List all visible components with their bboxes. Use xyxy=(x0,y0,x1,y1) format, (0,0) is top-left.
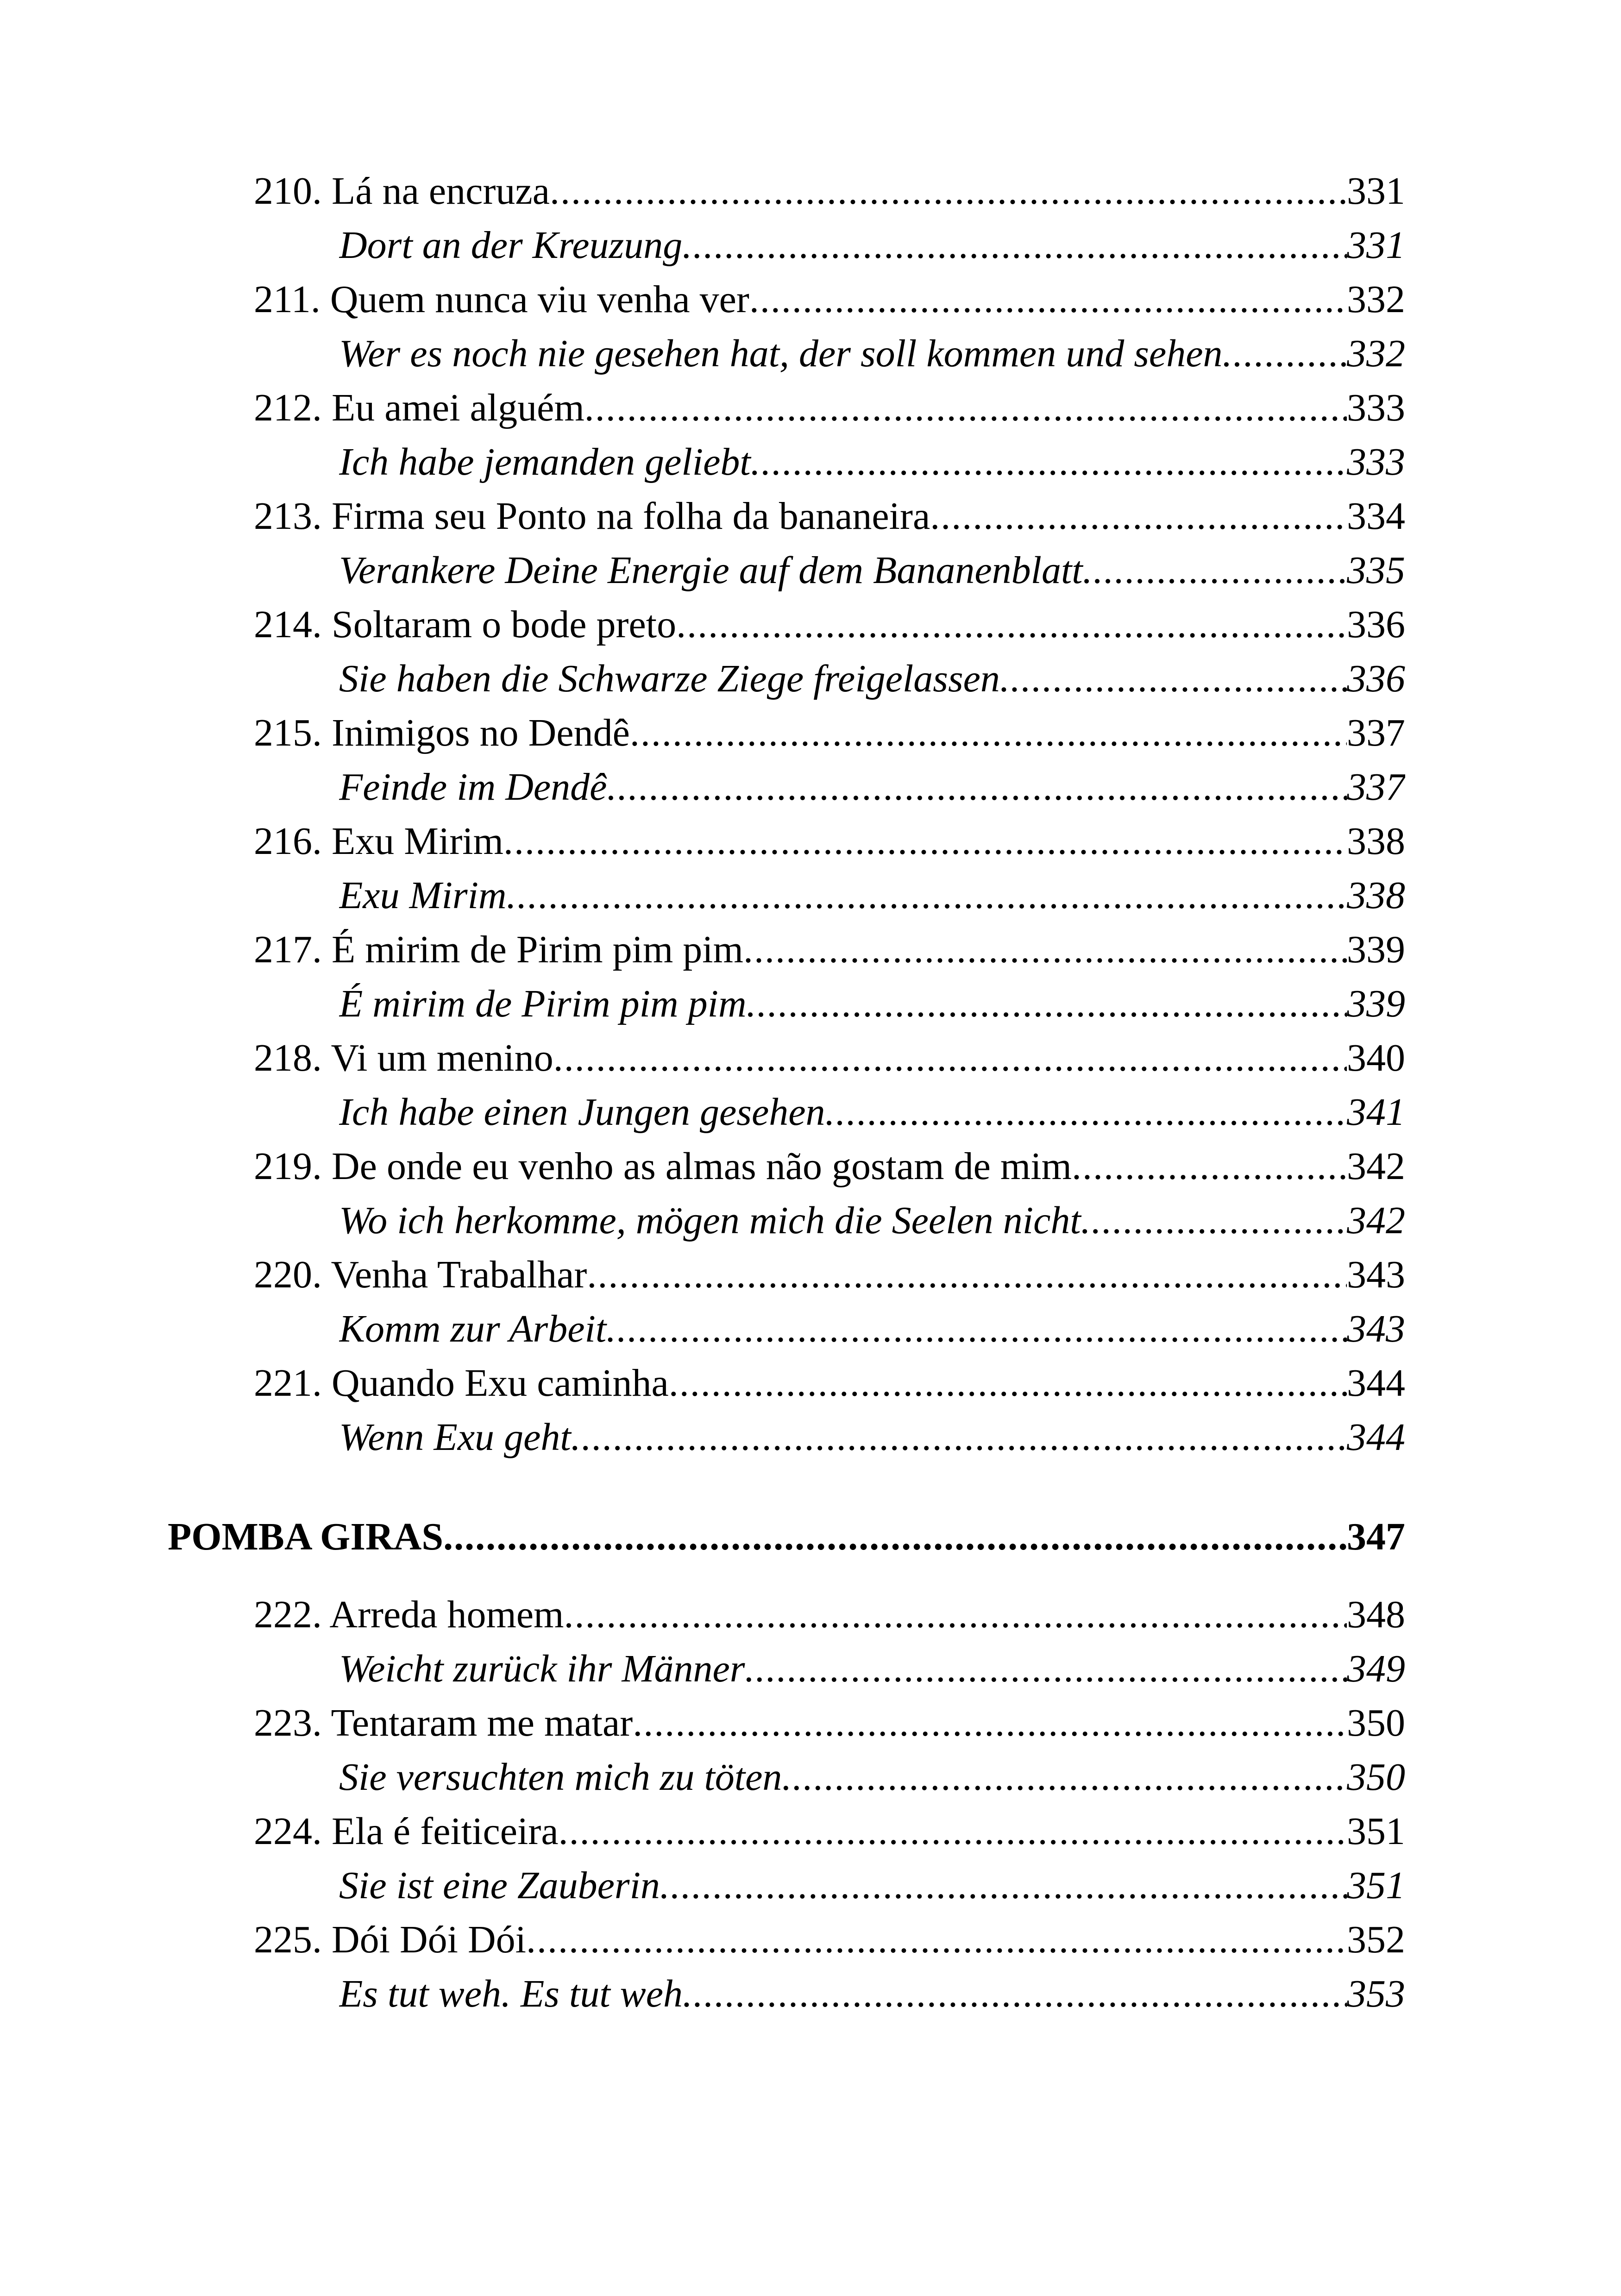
toc-dot-leader xyxy=(747,979,1347,1029)
toc-entry-title: 220. Venha Trabalhar xyxy=(254,1253,587,1296)
toc-section-heading xyxy=(168,1512,1405,1562)
toc-page-number: 343 xyxy=(1347,1307,1405,1350)
toc-dot-leader xyxy=(751,437,1347,488)
toc-dot-leader xyxy=(526,1914,1347,1965)
toc-entry-title: 222. Arreda homem xyxy=(254,1593,564,1636)
toc-dot-leader xyxy=(749,274,1347,325)
toc-translation xyxy=(339,1644,1405,1694)
toc-dot-leader xyxy=(660,1860,1347,1911)
toc-translation-title: Wenn Exu geht xyxy=(339,1416,571,1459)
toc-translation-title: Sie versuchten mich zu töten xyxy=(339,1756,782,1799)
toc-entry xyxy=(254,383,1405,433)
toc-section-title: POMBA GIRAS xyxy=(168,1515,444,1558)
toc-translation xyxy=(339,1969,1405,2020)
toc-dot-leader xyxy=(745,1644,1347,1694)
toc-page-number: 351 xyxy=(1347,1864,1405,1907)
toc-translation-title: Ich habe jemanden geliebt xyxy=(339,440,751,483)
toc-dot-leader xyxy=(930,491,1347,542)
toc-page-number: 342 xyxy=(1347,1145,1405,1188)
toc-entry xyxy=(254,1033,1405,1084)
toc-translation-title: Es tut weh. Es tut weh xyxy=(339,1972,683,2015)
toc-dot-leader xyxy=(633,1698,1347,1749)
toc-page-number: 353 xyxy=(1347,1972,1405,2015)
toc-translation xyxy=(339,1860,1405,1911)
toc-translation xyxy=(339,328,1405,379)
toc-page-number: 334 xyxy=(1347,495,1405,538)
toc-dot-leader xyxy=(507,870,1347,921)
toc-entry xyxy=(254,924,1405,975)
toc-translation xyxy=(339,1304,1405,1355)
toc-translation-title: Weicht zurück ihr Männer xyxy=(339,1647,745,1690)
toc-dot-leader xyxy=(587,1249,1347,1300)
toc-dot-leader xyxy=(1083,545,1347,596)
toc-translation-title: Feinde im Dendê xyxy=(339,765,607,809)
toc-dot-leader xyxy=(682,220,1347,271)
toc-dot-leader xyxy=(564,1589,1347,1640)
toc-page-number: 335 xyxy=(1347,549,1405,592)
toc-entry-title: 221. Quando Exu caminha xyxy=(254,1361,669,1405)
toc-entry-title: 217. É mirim de Pirim pim pim xyxy=(254,928,743,971)
toc-dot-leader xyxy=(683,1969,1347,2020)
toc-dot-leader xyxy=(559,1806,1347,1857)
toc-page-number: 336 xyxy=(1347,603,1405,646)
toc-entry-title: 211. Quem nunca viu venha ver xyxy=(254,278,749,321)
toc-translation xyxy=(339,1195,1405,1246)
toc-translation xyxy=(339,437,1405,488)
toc-entry-title: 218. Vi um menino xyxy=(254,1036,553,1079)
toc-page-number: 348 xyxy=(1347,1593,1405,1636)
toc-entry-title: 210. Lá na encruza xyxy=(254,169,550,213)
toc-page-number: 344 xyxy=(1347,1416,1405,1459)
toc-page-number: 351 xyxy=(1347,1810,1405,1853)
toc-page-number: 333 xyxy=(1347,440,1405,483)
toc-page-number: 332 xyxy=(1347,332,1405,375)
toc-translation-title: Wer es noch nie gesehen hat, der soll kommen und sehen xyxy=(339,332,1223,375)
toc-page-number: 350 xyxy=(1347,1701,1405,1744)
toc-dot-leader xyxy=(606,1304,1347,1355)
toc-entry xyxy=(254,274,1405,325)
toc-entry-title: 225. Dói Dói Dói xyxy=(254,1918,526,1961)
toc-translation xyxy=(339,1752,1405,1803)
toc-entry xyxy=(254,1358,1405,1409)
toc-dot-leader xyxy=(630,708,1347,759)
toc-translation xyxy=(339,979,1405,1029)
toc-translation-title: Verankere Deine Energie auf dem Bananenblatt xyxy=(339,549,1083,592)
toc-page-number: 331 xyxy=(1347,224,1405,267)
toc-translation-title: Wo ich herkomme, mögen mich die Seelen nicht xyxy=(339,1199,1081,1242)
toc-dot-leader xyxy=(1072,1141,1347,1192)
toc-entry xyxy=(254,599,1405,650)
toc-page-number: 332 xyxy=(1347,278,1405,321)
toc-page-number: 340 xyxy=(1347,1036,1405,1079)
toc-page-number: 349 xyxy=(1347,1647,1405,1690)
toc-entry-title: 216. Exu Mirim xyxy=(254,820,503,863)
toc-entry xyxy=(254,708,1405,759)
toc-translation xyxy=(339,762,1405,813)
toc-page-number: 350 xyxy=(1347,1756,1405,1799)
toc-dot-leader xyxy=(550,166,1347,217)
toc-page-number: 343 xyxy=(1347,1253,1405,1296)
toc-page-number: 344 xyxy=(1347,1361,1405,1405)
toc-dot-leader xyxy=(669,1358,1347,1409)
toc-entry xyxy=(254,1914,1405,1965)
toc-entry-title: 224. Ela é feiticeira xyxy=(254,1810,559,1853)
toc-entry-title: 212. Eu amei alguém xyxy=(254,386,584,429)
toc-entry-title: 213. Firma seu Ponto na folha da bananeira xyxy=(254,495,930,538)
toc-page-number: 333 xyxy=(1347,386,1405,429)
toc-page-number: 339 xyxy=(1347,982,1405,1025)
toc-entry xyxy=(254,1698,1405,1749)
toc-translation xyxy=(339,870,1405,921)
toc-translation xyxy=(339,1087,1405,1138)
toc-page-number: 338 xyxy=(1347,874,1405,917)
toc-entry xyxy=(254,1141,1405,1192)
toc-translation-title: Dort an der Kreuzung xyxy=(339,224,683,267)
toc-dot-leader xyxy=(676,599,1347,650)
toc-dot-leader xyxy=(553,1033,1347,1084)
toc-translation xyxy=(339,545,1405,596)
toc-translation-title: É mirim de Pirim pim pim xyxy=(339,982,747,1025)
toc-page-number: 338 xyxy=(1347,820,1405,863)
toc-entry xyxy=(254,816,1405,867)
toc-dot-leader xyxy=(782,1752,1347,1803)
toc-entry xyxy=(254,166,1405,217)
toc-dot-leader xyxy=(1000,653,1347,704)
toc-dot-leader xyxy=(1222,328,1347,379)
toc-page-number: 336 xyxy=(1347,657,1405,700)
toc-dot-leader xyxy=(584,383,1347,433)
toc-entry xyxy=(254,1249,1405,1300)
toc-page-number: 337 xyxy=(1347,765,1405,809)
toc-dot-leader xyxy=(1081,1195,1347,1246)
toc-translation xyxy=(339,220,1405,271)
toc-page-number: 352 xyxy=(1347,1918,1405,1961)
toc-translation xyxy=(339,653,1405,704)
toc-dot-leader xyxy=(571,1412,1347,1463)
toc-entry xyxy=(254,491,1405,542)
toc-entry xyxy=(254,1806,1405,1857)
toc-entry xyxy=(254,1589,1405,1640)
toc-page-number: 347 xyxy=(1347,1515,1405,1558)
toc-dot-leader xyxy=(443,1512,1347,1562)
toc-translation-title: Komm zur Arbeit xyxy=(339,1307,607,1350)
toc-dot-leader xyxy=(607,762,1347,813)
toc-entry-title: 215. Inimigos no Dendê xyxy=(254,711,630,754)
toc-entry-title: 223. Tentaram me matar xyxy=(254,1701,633,1744)
toc-translation-title: Ich habe einen Jungen gesehen xyxy=(339,1091,825,1134)
toc-dot-leader xyxy=(503,816,1347,867)
toc-entry-title: 214. Soltaram o bode preto xyxy=(254,603,677,646)
toc-translation-title: Sie haben die Schwarze Ziege freigelassen xyxy=(339,657,1000,700)
toc-page-number: 341 xyxy=(1347,1091,1405,1134)
toc-dot-leader xyxy=(743,924,1347,975)
toc-page-number: 331 xyxy=(1347,169,1405,213)
toc-dot-leader xyxy=(825,1087,1347,1138)
toc-translation xyxy=(339,1412,1405,1463)
toc-entry-title: 219. De onde eu venho as almas não gostam de mim xyxy=(254,1145,1072,1188)
toc-translation-title: Exu Mirim xyxy=(339,874,507,917)
toc-page-number: 342 xyxy=(1347,1199,1405,1242)
toc-page-number: 337 xyxy=(1347,711,1405,754)
toc-translation-title: Sie ist eine Zauberin xyxy=(339,1864,660,1907)
toc-page-number: 339 xyxy=(1347,928,1405,971)
